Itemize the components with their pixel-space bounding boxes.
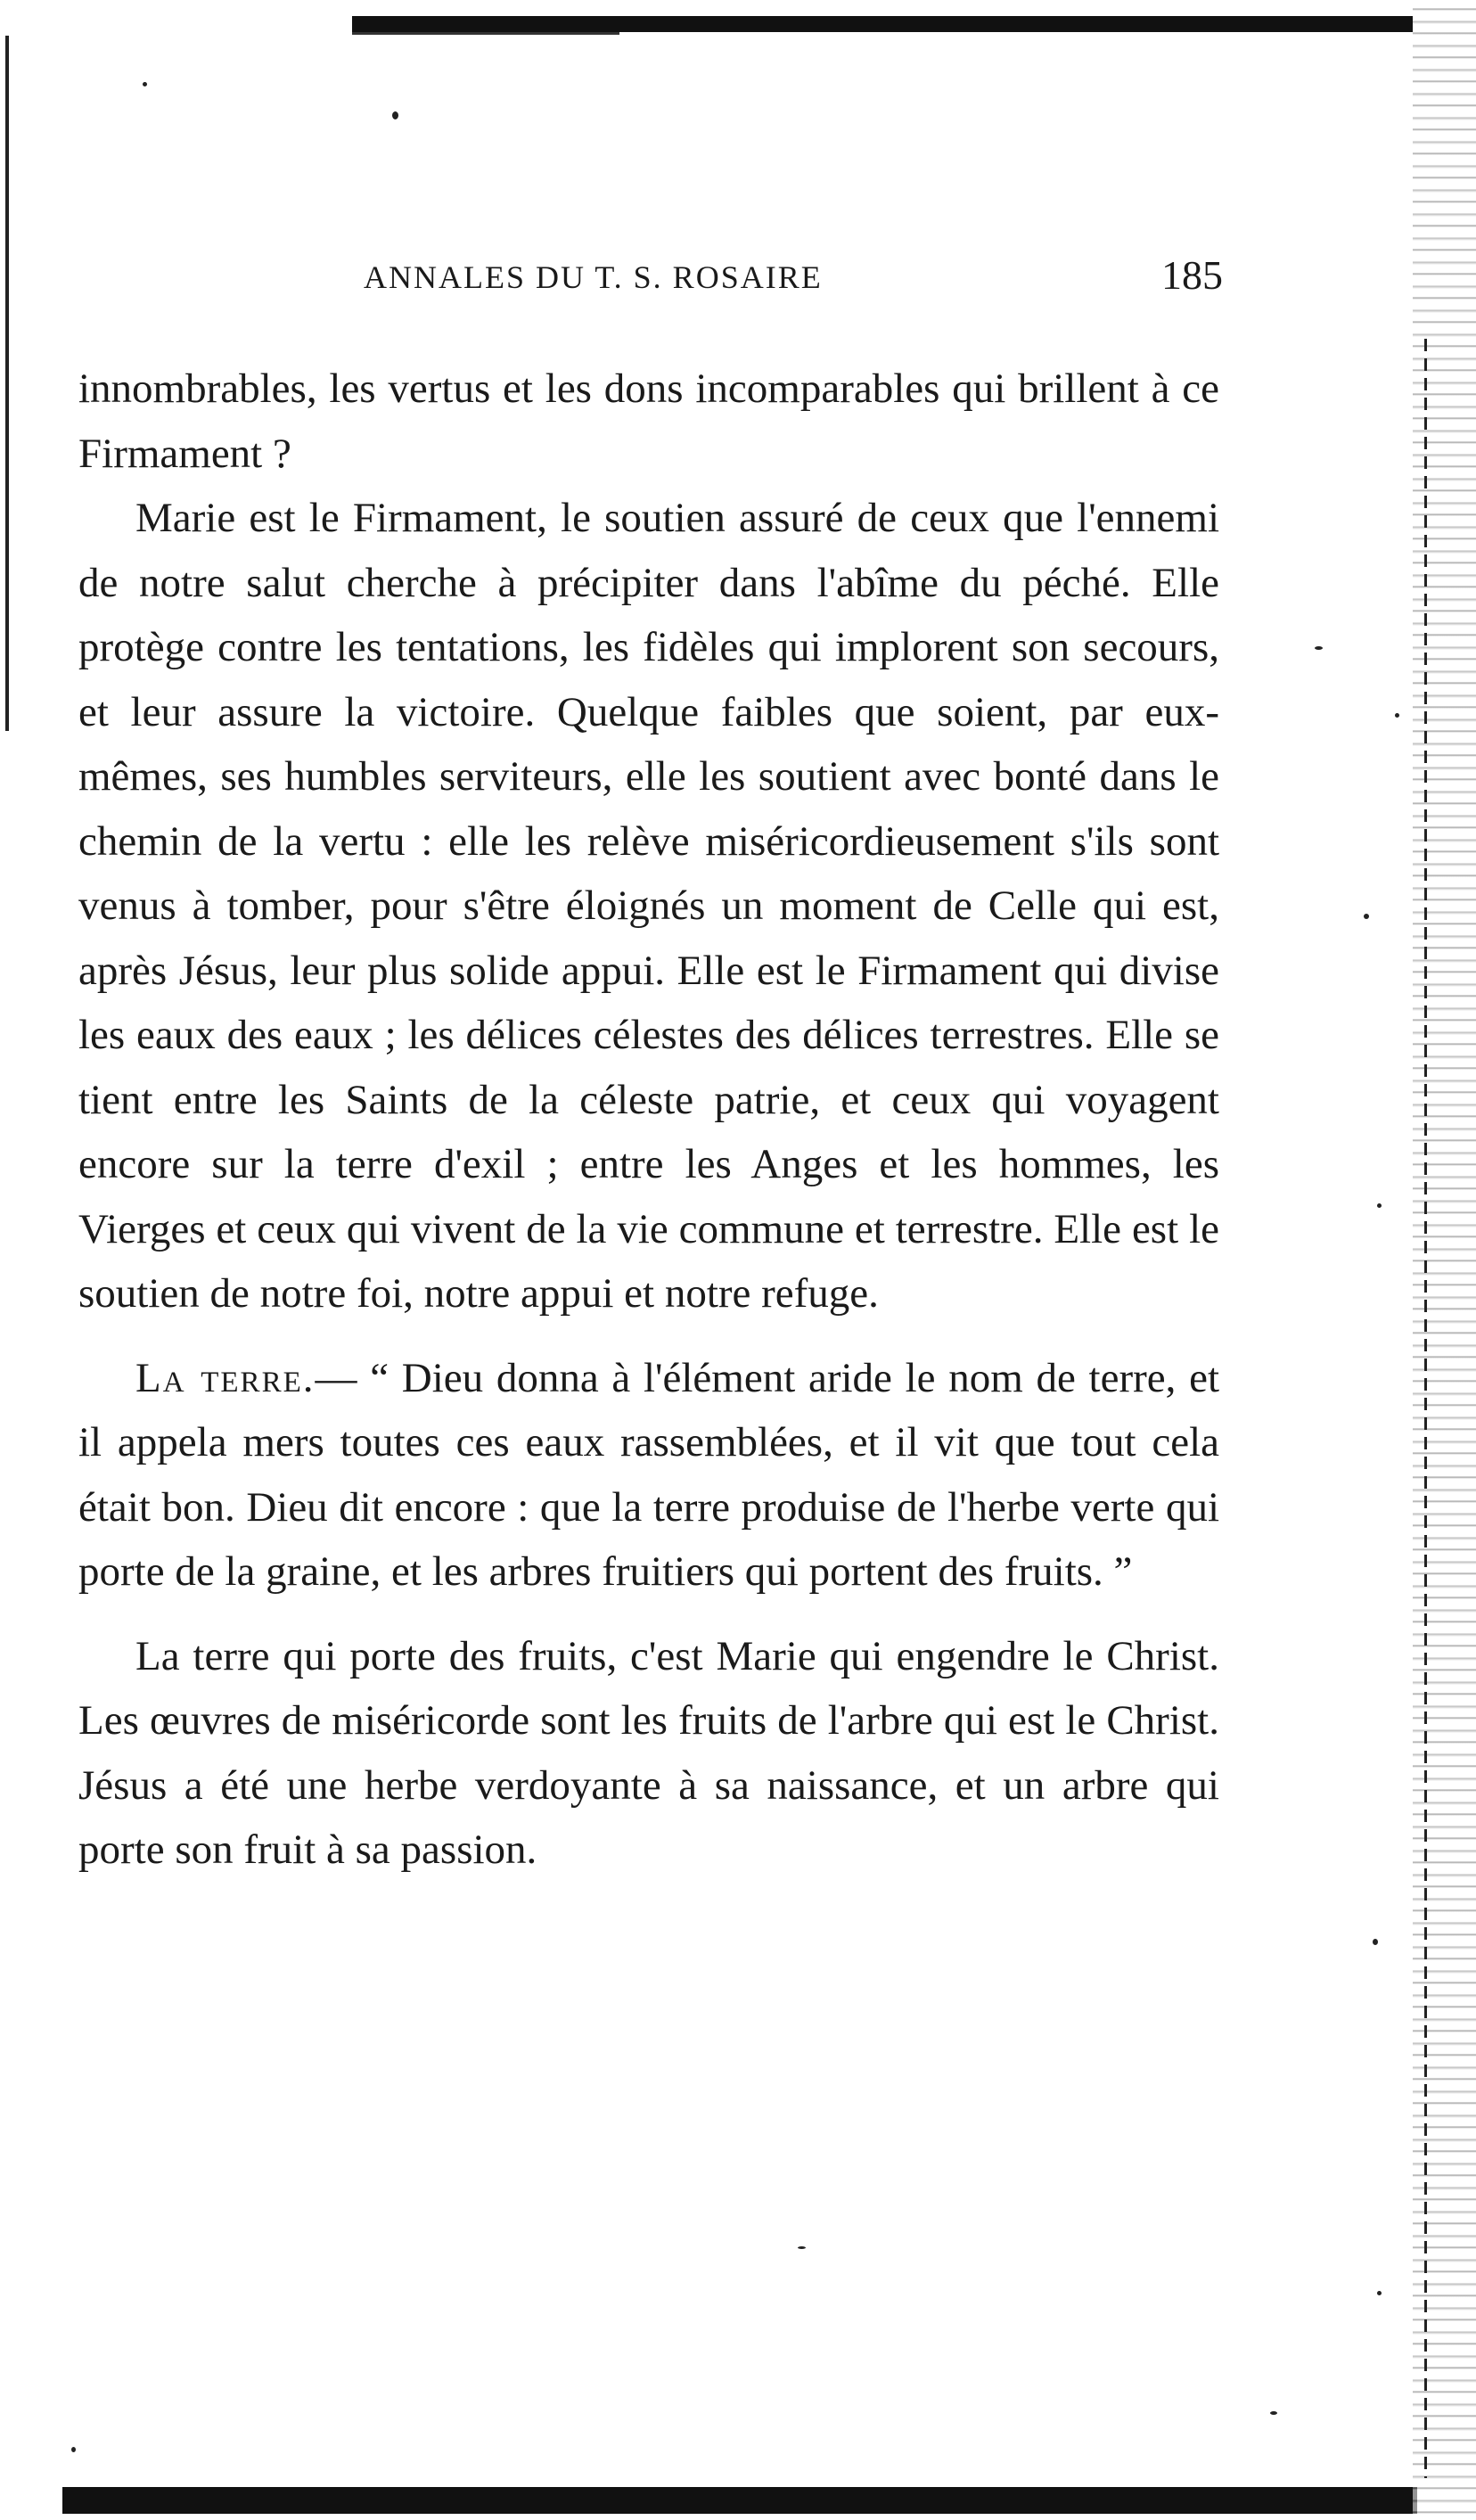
scan-speck (1395, 713, 1399, 718)
scan-speck (1270, 2411, 1277, 2415)
scan-speck (798, 2246, 806, 2249)
top-scan-edge-thin (352, 32, 619, 35)
scan-speck (1364, 914, 1369, 919)
bottom-scan-edge (62, 2487, 1417, 2514)
running-head-title: ANNALES DU T. S. ROSAIRE (364, 259, 823, 295)
scan-speck (1377, 2291, 1382, 2295)
page-number: 185 (1161, 252, 1223, 298)
paragraph-la-terre (78, 1346, 1219, 1605)
scan-speck (392, 111, 398, 119)
body-text (78, 357, 1219, 1883)
scan-speck (143, 82, 147, 86)
running-head (364, 252, 1223, 303)
scan-speck (1373, 1939, 1378, 1945)
scan-speck (71, 2447, 76, 2452)
top-scan-edge (352, 16, 1413, 32)
scan-speck (1377, 1203, 1382, 1208)
section-lead-la-terre: La terre. (135, 1354, 316, 1401)
paragraph-continuation: innombrables, les vertus et les dons incomparables qui brillent à ce Firmament ? (78, 365, 1219, 477)
paragraph-fruits: La terre qui porte des fruits, c'est Marie qui engendre le Christ. Les œuvres de miséricorde sont les fruits de l'arbre qui est le Christ. Jésus a été une herbe verdoyante à sa naissance, et un arbre qui porte son fruit à sa passion. (78, 1632, 1219, 1873)
binding-line (1424, 339, 1427, 2478)
paragraph-firmament: Marie est le Firmament, le soutien assuré de ceux que l'ennemi de notre salut cherche à précipiter dans l'abîme du péché. Elle protège contre les tentations, les fidèles qui implorent son secours, et leur assure la victoire. Quelque faibles que soient, par eux-mêmes, ses humbles serviteurs, elle les soutient avec bonté dans le chemin de la vertu : elle les relève miséricordieusement s'ils sont venus à tomber, pour s'être éloignés un moment de Celle qui est, après Jésus, leur plus solide appui. Elle est le Firmament qui divise les eaux des eaux ; les délices célestes des délices terrestres. Elle se tient entre les Saints de la céleste patrie, et ceux qui voyagent encore sur la terre d'exil ; entre les Anges et les hommes, les Vierges et ceux qui vivent de la vie commune et terrestre. Elle est le soutien de notre foi, notre appui et notre refuge. (78, 495, 1219, 1317)
paragraph-la-terre-text: — “ Dieu donna à l'élément aride le nom de terre, et il appela mers toutes ces eaux rassemblées, et il vit que tout cela était bon. Dieu dit encore : que la terre produise de l'herbe verte qui porte de la graine, et les arbres fruitiers qui portent des fruits. ” (78, 1354, 1219, 1595)
scan-speck (1315, 646, 1323, 650)
binding-edge-noise (1413, 0, 1476, 2520)
left-scan-edge (5, 36, 9, 731)
